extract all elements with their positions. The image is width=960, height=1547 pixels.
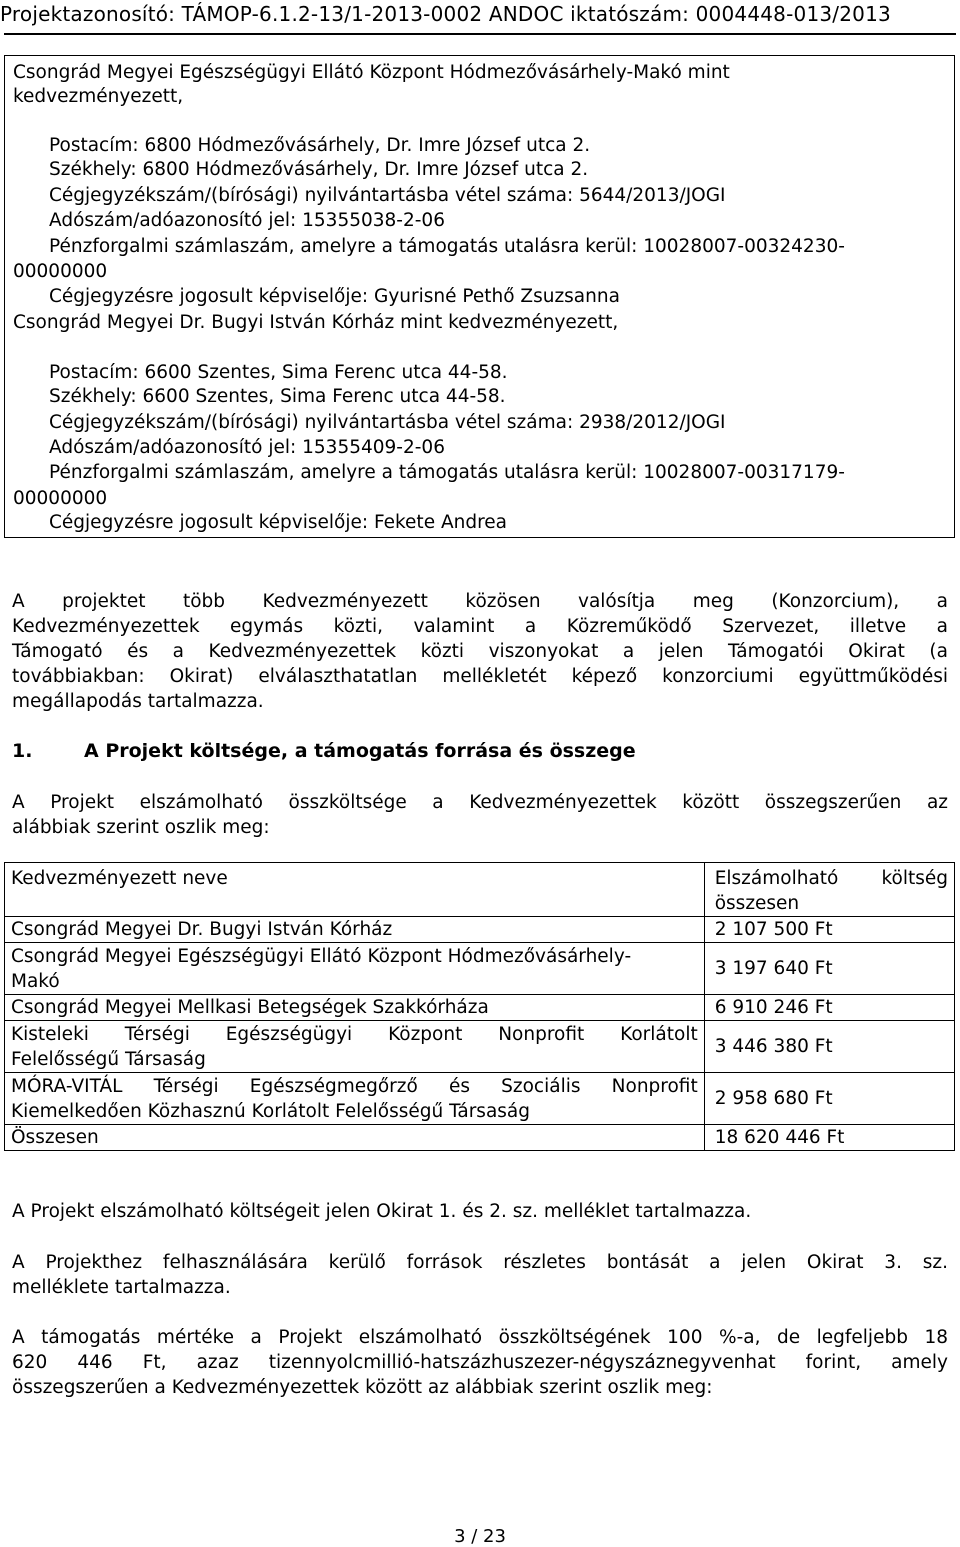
- total-amount-cell: 18 620 446 Ft: [704, 1125, 954, 1151]
- beneficiary-name-cell: MÓRA-VITÁL Térségi Egészségmegőrző és Szociális Nonprofit Kiemelkedően Közhasznú Korlátolt Felelősségű Társaság: [5, 1073, 705, 1125]
- header-eligible-cost-line1: Elszámolható költség: [714, 868, 948, 889]
- amount-cell: 3 197 640 Ft: [704, 943, 954, 995]
- support-line: A támogatás mértéke a Projekt elszámolható összköltségének 100 %-a, de legfeljebb 18: [12, 1327, 948, 1348]
- amount-cell: 6 910 246 Ft: [704, 995, 954, 1021]
- beneficiary2-name-line: Csongrád Megyei Dr. Bugyi István Kórház mint kedvezményezett,: [13, 312, 619, 333]
- beneficiary2-bank-account-line1: Pénzforgalmi számlaszám, amelyre a támogatás utalásra kerül: 10028007-00317179-: [49, 462, 845, 483]
- beneficiary-name-cell: Csongrád Megyei Dr. Bugyi István Kórház: [5, 917, 705, 943]
- consortium-line: A projektet több Kedvezményezett közösen valósítja meg (Konzorcium), a: [12, 591, 948, 612]
- header-beneficiary-name: Kedvezményezett neve: [5, 863, 705, 917]
- header-eligible-cost-line2: összesen: [714, 893, 800, 914]
- annex-1-2-paragraph: [12, 1199, 948, 1224]
- consortium-line: megállapodás tartalmazza.: [12, 691, 264, 712]
- consortium-line: továbbiakban: Okirat) elválaszthatatlan mellékletét képező konzorciumi együttműködési: [12, 666, 948, 687]
- annex-3-paragraph: [12, 1250, 948, 1300]
- header-rule: [4, 33, 956, 35]
- table-row: [5, 1073, 955, 1125]
- table-total-row: [5, 1125, 955, 1151]
- annex-3-line: A Projekthez felhasználására kerülő források részletes bontását a jelen Okirat 3. sz.: [12, 1252, 948, 1273]
- beneficiary1-registry-number: Cégjegyzékszám/(bírósági) nyilvántartásba vétel száma: 5644/2013/JOGI: [49, 185, 726, 206]
- intro-paragraph: [12, 790, 948, 840]
- section-title: A Projekt költsége, a támogatás forrása és összege: [84, 740, 636, 762]
- beneficiary1-bank-account-line2: 00000000: [13, 261, 108, 282]
- beneficiary1-seat: Székhely: 6800 Hódmezővásárhely, Dr. Imre József utca 2.: [49, 159, 589, 180]
- consortium-line: Támogató és a Kedvezményezettek közti viszonyokat a jelen Támogatói Okirat (a: [12, 641, 948, 662]
- beneficiary-name-cell: Csongrád Megyei Egészségügyi Ellátó Központ Hódmezővásárhely- Makó: [5, 943, 705, 995]
- support-paragraph: [12, 1325, 948, 1400]
- table-row: [5, 1021, 955, 1073]
- table-row: [5, 995, 955, 1021]
- page-number: 3 / 23: [454, 1526, 506, 1547]
- document-header-project-id: Projektazonosító: TÁMOP-6.1.2-13/1-2013-0002 ANDOC iktatószám: 0004448-013/2013: [0, 2, 891, 26]
- consortium-line: Kedvezményezettek egymás közti, valamint a Közreműködő Szervezet, illetve a: [12, 616, 948, 637]
- beneficiary-name-cell: Kisteleki Térségi Egészségügyi Központ Nonprofit Korlátolt Felelősségű Társaság: [5, 1021, 705, 1073]
- annex-3-line: melléklete tartalmazza.: [12, 1277, 231, 1298]
- cost-table-header-row: [5, 863, 955, 917]
- support-line: összegszerűen a Kedvezményezettek között az alábbiak szerint oszlik meg:: [12, 1377, 713, 1398]
- section-heading: [12, 740, 636, 762]
- section-number: 1.: [12, 740, 33, 762]
- beneficiary1-bank-account-line1: Pénzforgalmi számlaszám, amelyre a támogatás utalásra kerül: 10028007-00324230-: [49, 236, 845, 257]
- beneficiary2-postal-address: Postacím: 6600 Szentes, Sima Ferenc utca 44-58.: [49, 362, 508, 383]
- beneficiary-name-cell: Csongrád Megyei Mellkasi Betegségek Szakkórháza: [5, 995, 705, 1021]
- beneficiary2-seat: Székhely: 6600 Szentes, Sima Ferenc utca 44-58.: [49, 386, 506, 407]
- beneficiary1-name-line2: kedvezményezett,: [13, 86, 184, 107]
- beneficiary2-tax-number: Adószám/adóazonosító jel: 15355409-2-06: [49, 437, 445, 458]
- beneficiary1-name-line1: Csongrád Megyei Egészségügyi Ellátó Központ Hódmezővásárhely-Makó mint: [13, 62, 730, 83]
- beneficiaries-box: [4, 55, 955, 538]
- cost-table: [4, 862, 955, 1151]
- header-eligible-cost: [704, 863, 954, 917]
- amount-cell: 2 107 500 Ft: [704, 917, 954, 943]
- amount-cell: 2 958 680 Ft: [704, 1073, 954, 1125]
- beneficiary1-representative: Cégjegyzésre jogosult képviselője: Gyurisné Pethő Zsuzsanna: [49, 286, 620, 307]
- beneficiary2-representative: Cégjegyzésre jogosult képviselője: Fekete Andrea: [49, 512, 507, 533]
- beneficiary1-postal-address: Postacím: 6800 Hódmezővásárhely, Dr. Imre József utca 2.: [49, 135, 591, 156]
- beneficiary1-tax-number: Adószám/adóazonosító jel: 15355038-2-06: [49, 210, 445, 231]
- support-line: 620 446 Ft, azaz tizennyolcmillió-hatszázhuszezer-négyszáznegyvenhat forint, amely: [12, 1352, 948, 1373]
- amount-cell: 3 446 380 Ft: [704, 1021, 954, 1073]
- intro-line: alábbiak szerint oszlik meg:: [12, 817, 270, 838]
- annex-1-2-line: A Projekt elszámolható költségeit jelen Okirat 1. és 2. sz. melléklet tartalmazza.: [12, 1201, 752, 1222]
- table-row: [5, 943, 955, 995]
- beneficiary2-bank-account-line2: 00000000: [13, 488, 108, 509]
- consortium-paragraph: [12, 589, 948, 714]
- total-label-cell: Összesen: [5, 1125, 705, 1151]
- intro-line: A Projekt elszámolható összköltsége a Kedvezményezettek között összegszerűen az: [12, 792, 948, 813]
- table-row: [5, 917, 955, 943]
- beneficiary2-registry-number: Cégjegyzékszám/(bírósági) nyilvántartásba vétel száma: 2938/2012/JOGI: [49, 412, 726, 433]
